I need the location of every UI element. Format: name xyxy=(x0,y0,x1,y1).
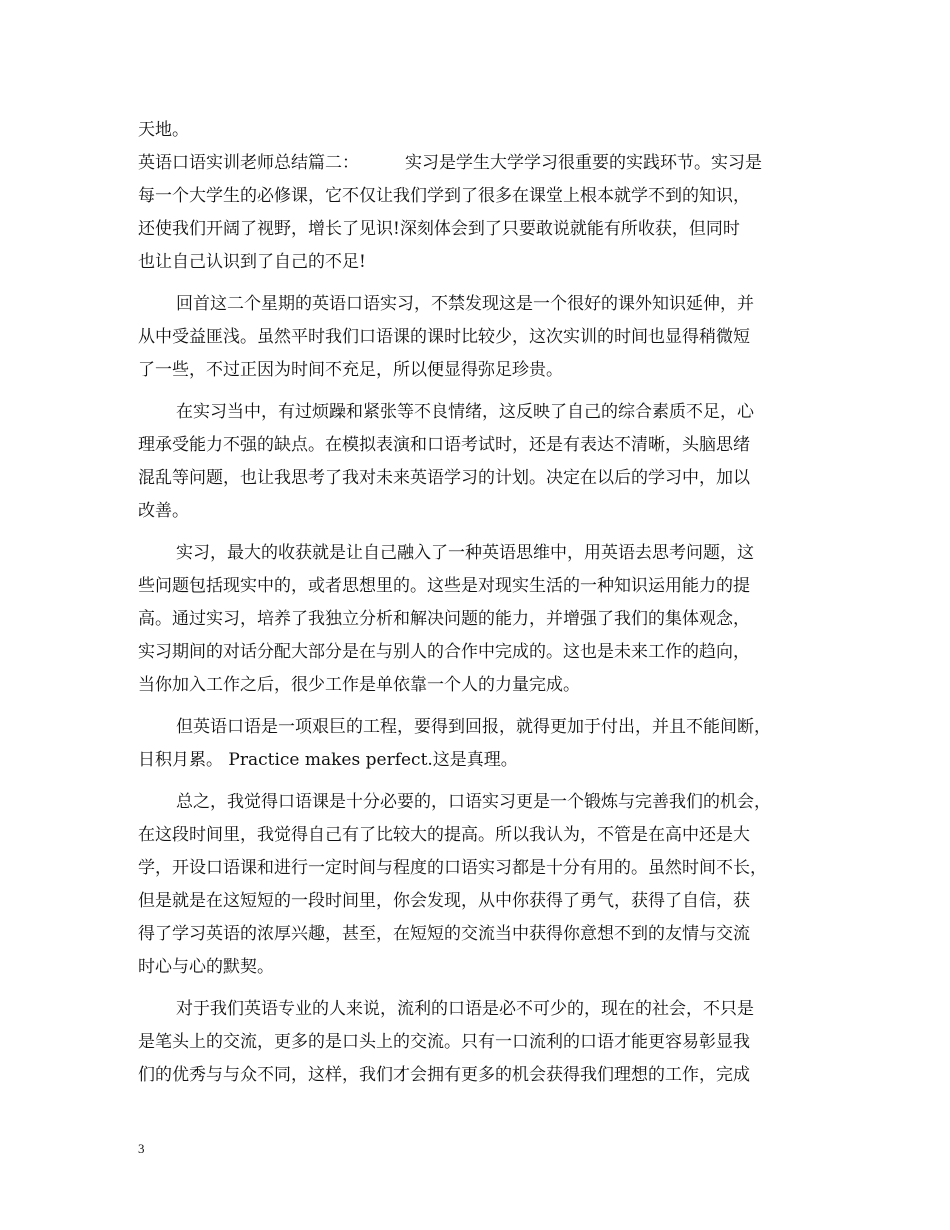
text-line: 时心与心的默契。 xyxy=(138,957,274,977)
page-number: 3 xyxy=(138,1141,145,1156)
text-line: 在这段时间里，我觉得自己有了比较大的提高。所以我认为，不管是在高中还是大 xyxy=(138,825,750,845)
paragraph-first-line: 对于我们英语专业的人来说，流利的口语是必不可少的，现在的社会，不只是 xyxy=(176,999,754,1019)
text-line: 每一个大学生的必修课，它不仅让我们学到了很多在课堂上根本就学不到的知识， xyxy=(138,186,750,206)
text-line: 也让自己认识到了自己的不足! xyxy=(138,252,366,272)
document-body xyxy=(138,114,828,1092)
text-line: 们的优秀与与众不同，这样，我们才会拥有更多的机会获得我们理想的工作，完成 xyxy=(138,1065,750,1085)
text-line: 学，开设口语课和进行一定时间与程度的口语实习都是十分有用的。虽然时间不长， xyxy=(138,858,767,878)
text-line: 天地。 xyxy=(138,120,189,140)
text-line: 从中受益匪浅。虽然平时我们口语课的课时比较少，这次实训的时间也显得稍微短 xyxy=(138,327,750,347)
section-heading: 英语口语实训老师总结篇二： xyxy=(138,153,359,173)
paragraph-first-line: 实习，最大的收获就是让自己融入了一种英语思维中，用英语去思考问题，这 xyxy=(176,543,754,563)
paragraph-first-line: 总之，我觉得口语课是十分必要的，口语实习更是一个锻炼与完善我们的机会， xyxy=(176,792,771,812)
paragraph-first-line: 在实习当中，有过烦躁和紧张等不良情绪，这反映了自己的综合素质不足，心 xyxy=(176,402,754,422)
paragraph-first-line: 但英语口语是一项艰巨的工程，要得到回报，就得更加于付出，并且不能间断， xyxy=(176,717,771,737)
text-line: 还使我们开阔了视野，增长了见识!深刻体会到了只要敢说就能有所收获，但同时 xyxy=(138,219,740,239)
paragraph-first-line: 回首这二个星期的英语口语实习，不禁发现这是一个很好的课外知识延伸，并 xyxy=(176,294,754,314)
text-line: 日积月累。 Practice makes perfect.这是真理。 xyxy=(138,750,518,770)
text-line: 得了学习英语的浓厚兴趣，甚至，在短短的交流当中获得你意想不到的友情与交流 xyxy=(138,924,750,944)
text-line: 混乱等问题，也让我思考了我对未来英语学习的计划。决定在以后的学习中，加以 xyxy=(138,468,750,488)
text-line: 高。通过实习，培养了我独立分析和解决问题的能力，并增强了我们的集体观念， xyxy=(138,609,750,629)
text-line: 当你加入工作之后，很少工作是单依靠一个人的力量完成。 xyxy=(138,675,580,695)
text-line: 理承受能力不强的缺点。在模拟表演和口语考试时，还是有表达不清晰，头脑思绪 xyxy=(138,435,750,455)
text-line: 些问题包括现实中的，或者思想里的。这些是对现实生活的一种知识运用能力的提 xyxy=(138,576,750,596)
text-line: 但是就是在这短短的一段时间里，你会发现，从中你获得了勇气，获得了自信，获 xyxy=(138,891,750,911)
text-line xyxy=(138,147,828,180)
text-line: 是笔头上的交流，更多的是口头上的交流。只有一口流利的口语才能更容易彰显我 xyxy=(138,1032,750,1052)
text-line: 改善。 xyxy=(138,501,189,521)
text-line: 了一些，不过正因为时间不充足，所以便显得弥足珍贵。 xyxy=(138,360,563,380)
text-line: 实习期间的对话分配大部分是在与别人的合作中完成的。这也是未来工作的趋向， xyxy=(138,642,750,662)
text-segment: 实习是学生大学学习很重要的实践环节。实习是 xyxy=(405,153,762,173)
